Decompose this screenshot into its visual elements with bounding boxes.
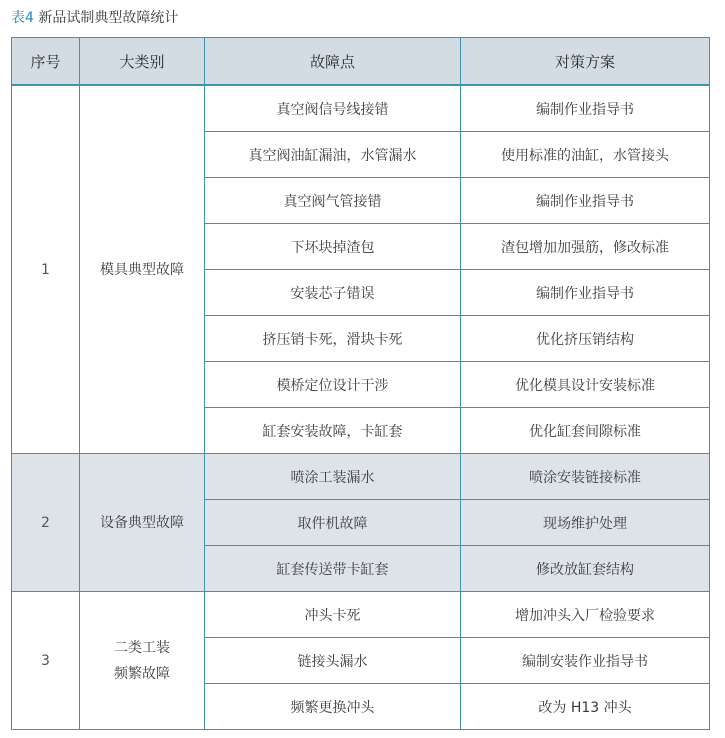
table-row bbox=[12, 454, 710, 500]
countermeasure-cell: 编制作业指导书 bbox=[461, 270, 710, 316]
fault-point-cell: 挤压销卡死，滑块卡死 bbox=[205, 316, 461, 362]
header-row bbox=[12, 38, 710, 86]
table-row bbox=[12, 85, 710, 132]
countermeasure-cell: 优化缸套间隙标准 bbox=[461, 408, 710, 454]
fault-point-cell: 真空阀信号线接错 bbox=[205, 85, 461, 132]
category-cell bbox=[80, 454, 205, 592]
fault-point-cell: 缸套安装故障，卡缸套 bbox=[205, 408, 461, 454]
category-cell bbox=[80, 592, 205, 730]
countermeasure-cell: 使用标准的油缸，水管接头 bbox=[461, 132, 710, 178]
fault-point-cell: 喷涂工装漏水 bbox=[205, 454, 461, 500]
fault-point-cell: 取件机故障 bbox=[205, 500, 461, 546]
table-title: 新品试制典型故障统计 bbox=[38, 10, 179, 26]
fault-statistics-table bbox=[11, 37, 710, 730]
countermeasure-cell: 渣包增加加强筋，修改标准 bbox=[461, 224, 710, 270]
category-label: 设备典型故障 bbox=[100, 514, 184, 531]
fault-point-cell: 真空阀气管接错 bbox=[205, 178, 461, 224]
countermeasure-cell: 喷涂安装链接标准 bbox=[461, 454, 710, 500]
seq-cell: 2 bbox=[12, 454, 80, 592]
countermeasure-cell: 编制安装作业指导书 bbox=[461, 638, 710, 684]
fault-point-cell: 冲头卡死 bbox=[205, 592, 461, 638]
countermeasure-cell: 现场维护处理 bbox=[461, 500, 710, 546]
countermeasure-cell: 优化挤压销结构 bbox=[461, 316, 710, 362]
category-label: 模具典型故障 bbox=[100, 261, 184, 278]
fault-point-cell: 真空阀油缸漏油，水管漏水 bbox=[205, 132, 461, 178]
category-cell bbox=[80, 85, 205, 454]
category-label: 二类工装 bbox=[114, 639, 170, 656]
header-category: 大类别 bbox=[80, 38, 205, 86]
countermeasure-cell: 优化模具设计安装标准 bbox=[461, 362, 710, 408]
header-fault-point: 故障点 bbox=[205, 38, 461, 86]
table-row bbox=[12, 592, 710, 638]
fault-point-cell: 安装芯子错误 bbox=[205, 270, 461, 316]
table-caption bbox=[11, 7, 178, 27]
countermeasure-cell: 编制作业指导书 bbox=[461, 178, 710, 224]
header-seq: 序号 bbox=[12, 38, 80, 86]
table-number: 表4 bbox=[11, 10, 34, 26]
countermeasure-cell: 修改放缸套结构 bbox=[461, 546, 710, 592]
category-label: 频繁故障 bbox=[114, 665, 170, 682]
countermeasure-cell: 编制作业指导书 bbox=[461, 85, 710, 132]
fault-point-cell: 频繁更换冲头 bbox=[205, 684, 461, 730]
header-countermeasure: 对策方案 bbox=[461, 38, 710, 86]
seq-cell: 1 bbox=[12, 85, 80, 454]
fault-point-cell: 链接头漏水 bbox=[205, 638, 461, 684]
fault-point-cell: 缸套传送带卡缸套 bbox=[205, 546, 461, 592]
fault-point-cell: 下坏块掉渣包 bbox=[205, 224, 461, 270]
countermeasure-cell: 增加冲头入厂检验要求 bbox=[461, 592, 710, 638]
seq-cell: 3 bbox=[12, 592, 80, 730]
countermeasure-cell: 改为 H13 冲头 bbox=[461, 684, 710, 730]
fault-point-cell: 模桥定位设计干涉 bbox=[205, 362, 461, 408]
